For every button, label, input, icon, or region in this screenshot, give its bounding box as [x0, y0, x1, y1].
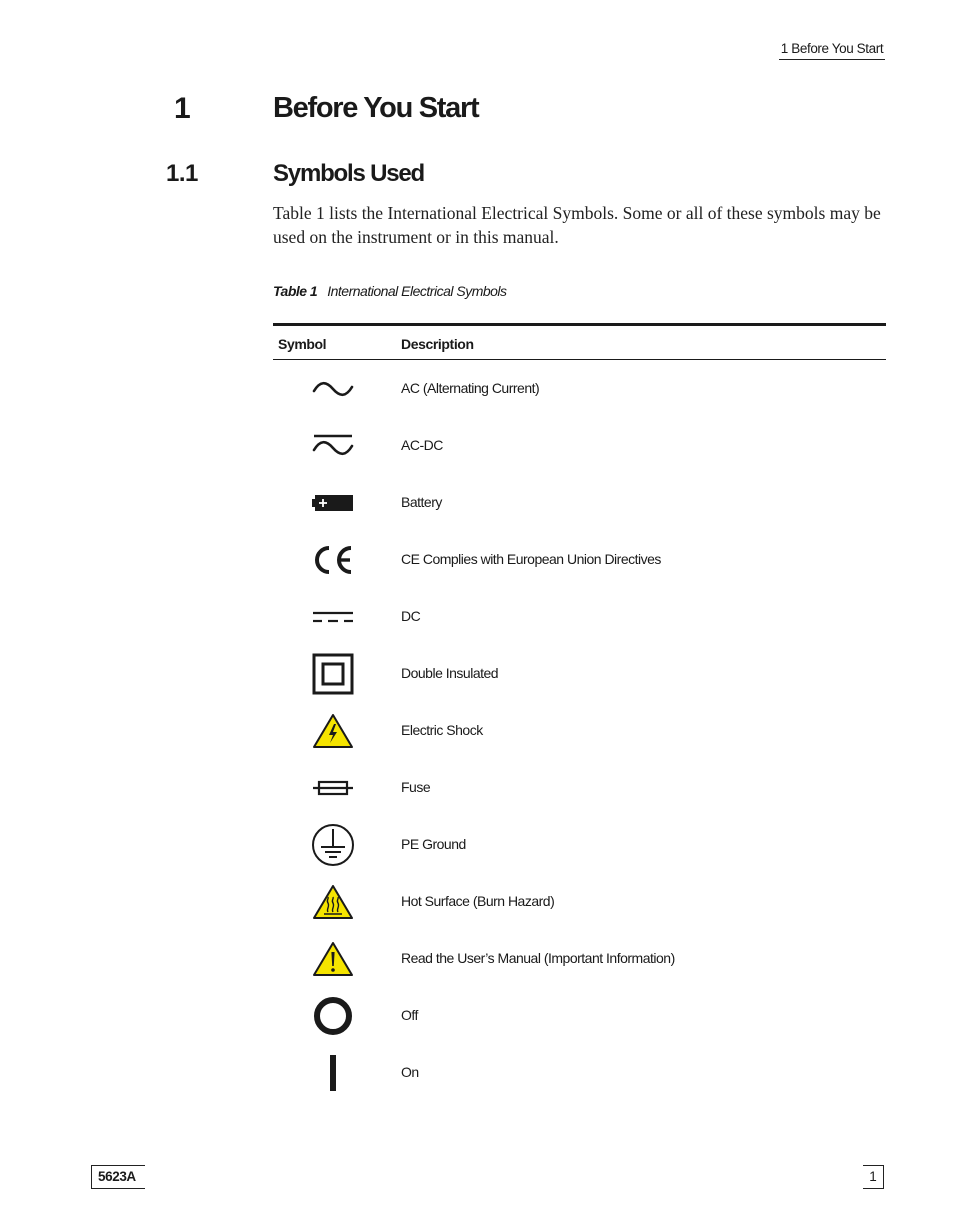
- row-description: CE Complies with European Union Directives: [401, 551, 661, 567]
- table-caption: [273, 283, 507, 299]
- table-row: [273, 759, 886, 816]
- section-number: 1.1: [166, 160, 198, 187]
- table-row: [273, 702, 886, 759]
- table-caption-label: Table 1: [273, 283, 318, 299]
- row-description: PE Ground: [401, 836, 466, 852]
- row-description: AC-DC: [401, 437, 443, 453]
- intro-paragraph: Table 1 lists the International Electrical Symbols. Some or all of these symbols may be used on the instrument or in this manual.: [273, 203, 881, 247]
- ac-icon: [303, 360, 363, 417]
- row-description: Electric Shock: [401, 722, 483, 738]
- table-row: [273, 816, 886, 873]
- double-insulated-icon: [303, 645, 363, 702]
- table-row: [273, 588, 886, 645]
- hot-surface-icon: [303, 873, 363, 930]
- table-row: [273, 531, 886, 588]
- row-description: Battery: [401, 494, 442, 510]
- row-description: DC: [401, 608, 421, 624]
- footer-page-number: 1: [863, 1165, 884, 1189]
- row-description: On: [401, 1064, 419, 1080]
- chapter-number: 1: [174, 92, 191, 125]
- row-description: Hot Surface (Burn Hazard): [401, 893, 555, 909]
- pe-ground-icon: [303, 816, 363, 873]
- table-row: [273, 417, 886, 474]
- dc-icon: [303, 588, 363, 645]
- table-row: [273, 1044, 886, 1101]
- ac-dc-icon: [303, 417, 363, 474]
- description-column-header: Description: [401, 336, 474, 352]
- warning-icon: [303, 930, 363, 987]
- chapter-title: Before You Start: [273, 92, 479, 124]
- row-description: Read the User’s Manual (Important Information): [401, 950, 675, 966]
- running-header: 1 Before You Start: [779, 38, 885, 60]
- row-description: AC (Alternating Current): [401, 380, 540, 396]
- battery-icon: [303, 474, 363, 531]
- power-on-icon: [303, 1044, 363, 1101]
- table-row: [273, 987, 886, 1044]
- electric-shock-icon: [303, 702, 363, 759]
- footer-model: 5623A: [91, 1165, 145, 1189]
- symbols-table: [273, 323, 886, 1101]
- table-row: [273, 360, 886, 417]
- section-title: Symbols Used: [273, 160, 424, 187]
- table-caption-text: International Electrical Symbols: [327, 283, 507, 299]
- row-description: Fuse: [401, 779, 431, 795]
- table-row: [273, 645, 886, 702]
- row-description: Off: [401, 1007, 418, 1023]
- power-off-icon: [303, 987, 363, 1044]
- table-row: [273, 930, 886, 987]
- table-row: [273, 873, 886, 930]
- row-description: Double Insulated: [401, 665, 499, 681]
- table-row: [273, 474, 886, 531]
- table-header-row: [273, 326, 886, 360]
- fuse-icon: [303, 759, 363, 816]
- ce-mark-icon: [303, 531, 363, 588]
- symbol-column-header: Symbol: [278, 336, 327, 352]
